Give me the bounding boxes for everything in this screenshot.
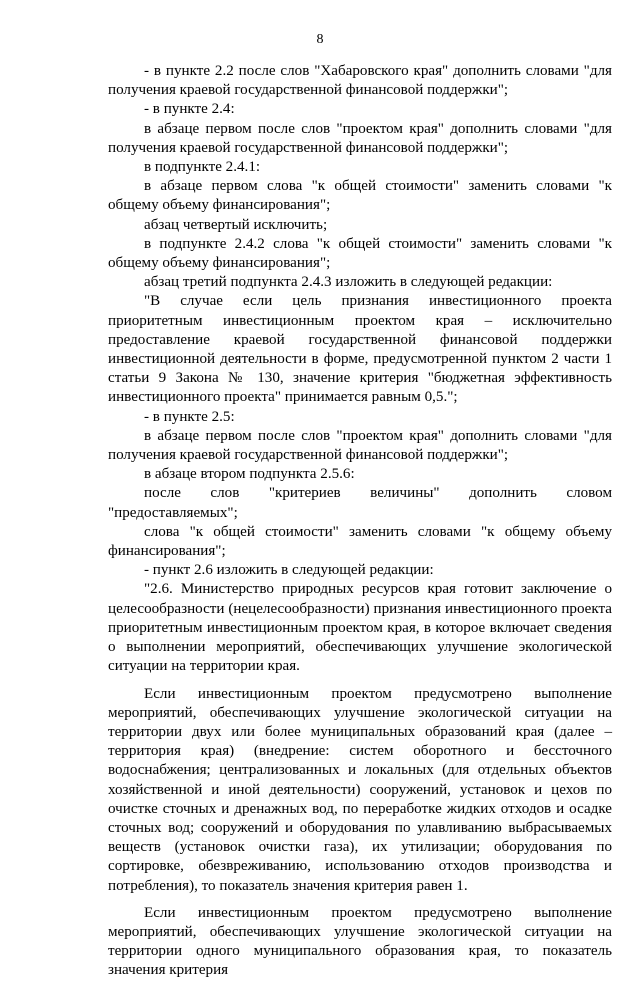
paragraph-2-6-new-text: "2.6. Министерство природных ресурсов края готовит заключение о целесообразности (нецелесообразности) признания инвестиционного проекта приоритетным инвестиционным проектом края, в которое включает сведения о выполнении мероприятий, обеспечивающих улучшение экологической ситуации на территории края. xyxy=(108,581,612,675)
paragraph-2-5-first-abzac: в абзаце первом после слов "проектом края" дополнить словами "для получения краевой государственной финансовой поддержки"; xyxy=(108,427,612,464)
paragraph-item-2-5: - в пункте 2.5: xyxy=(144,408,235,425)
paragraph-item-2-2: - в пункте 2.2 после слов "Хабаровского края" дополнить словами "для получения краевой государственной финансовой поддержки"; xyxy=(108,63,612,99)
paragraph-2-4-1-first-abzac: в абзаце первом слова "к общей стоимости" заменить словами "к общему объему финансирования"; xyxy=(108,178,612,214)
paragraph-2-4-1-fourth-abzac: абзац четвертый исключить; xyxy=(144,216,328,233)
paragraph-2-4-3-new-text: "В случае если цель признания инвестиционного проекта приоритетным инвестиционным проектом края – исключительно предоставление краевой государственной финансовой поддержки инвестиционной деятельности в форме, предусмотренной пунктом 2 части 1 статьи 9 Закона № 130, значение критерия "бюджетная эффективность инвестиционного проекта" принимается равным 0,5."; xyxy=(108,293,612,406)
paragraph-2-5-6-add-word: после слов "критериев величины" дополнить словом "предоставляемых"; xyxy=(108,485,612,521)
paragraph-criterion-single-municipal: Если инвестиционным проектом предусмотрено выполнение мероприятий, обеспечивающих улучшение экологической ситуации на территории одного муниципального образования края, то показатель значения критерия xyxy=(108,904,612,979)
document-body xyxy=(108,62,612,981)
paragraph-subitem-2-4-1: в подпункте 2.4.1: xyxy=(144,159,261,176)
paragraph-2-5-6-second-abzac: в абзаце втором подпункта 2.5.6: xyxy=(144,466,355,483)
paragraph-subitem-2-4-2: в подпункте 2.4.2 слова "к общей стоимости" заменить словами "к общему объему финансирования"; xyxy=(108,235,612,272)
paragraph-item-2-4: - в пункте 2.4: xyxy=(144,101,235,118)
paragraph-item-2-6: - пункт 2.6 изложить в следующей редакции: xyxy=(144,562,434,579)
page-number: 8 xyxy=(316,32,324,47)
paragraph-2-5-6-replace-words: слова "к общей стоимости" заменить словами "к общему объему финансирования"; xyxy=(108,523,612,560)
paragraph-2-4-3-third-abzac: абзац третий подпункта 2.4.3 изложить в следующей редакции: xyxy=(144,274,553,291)
paragraph-criterion-multi-municipal: Если инвестиционным проектом предусмотрено выполнение мероприятий, обеспечивающих улучшение экологической ситуации на территории двух или более муниципальных образований края (далее – территория края) (внедрение: систем оборотного и бессточного водоснабжения; централизованных и локальных (для отдельных объектов хозяйственной и иной деятельности) сооружений, установок и цехов по очистке сточных и дренажных вод, по переработке жидких отходов и осадке сточных вод; сооружений и оборудования по улавливанию выбрасываемых веществ (установок очистки газа), их утилизации; оборудования по сортировке, обезвреживанию, использованию отходов производства и потребления), то показатель значения критерия равен 1. xyxy=(108,685,612,894)
paragraph-2-4-first-abzac: в абзаце первом после слов "проектом края" дополнить словами "для получения краевой государственной финансовой поддержки"; xyxy=(108,120,612,156)
